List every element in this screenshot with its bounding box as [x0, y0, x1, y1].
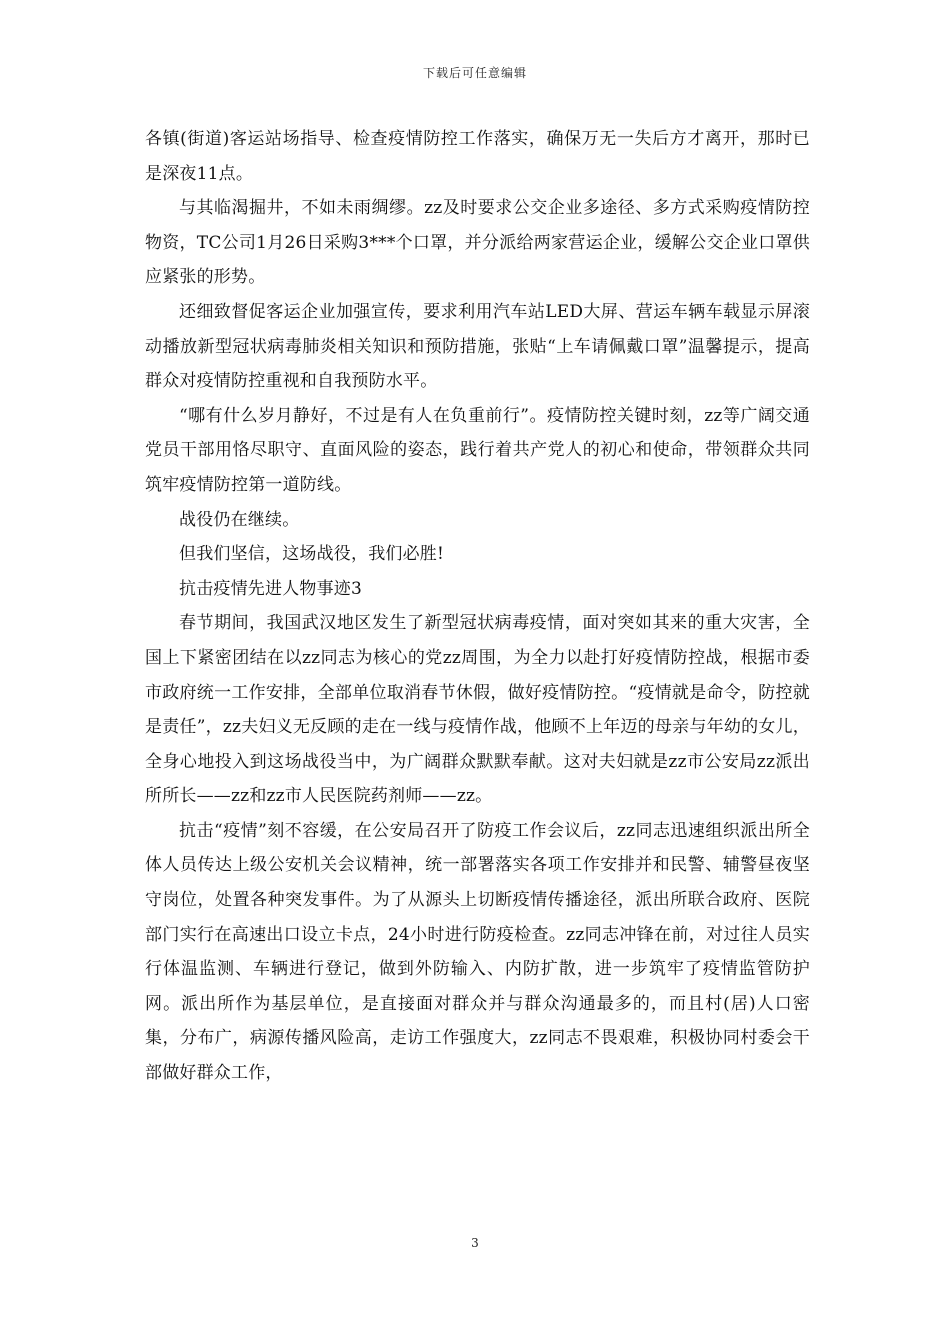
section-heading: 抗击疫情先进人物事迹3	[179, 578, 363, 599]
paragraph-6: 但我们坚信，这场战役，我们必胜!	[179, 544, 445, 565]
paragraph-1: 各镇(街道)客运站场指导、检查疫情防控工作落实，确保万无一失后方才离开，那时已是深夜11点。	[145, 129, 810, 184]
page-header: 下载后可任意编辑	[422, 66, 527, 80]
paragraph-4: “哪有什么岁月静好，不过是有人在负重前行”。疫情防控关键时刻，zz等广阔交通党员干部用恪尽职守、直面风险的姿态，践行着共产党人的初心和使命，带领群众共同筑牢疫情防控第一道防线。	[145, 405, 810, 495]
paragraph-8: 抗击“疫情”刻不容缓，在公安局召开了防疫工作会议后，zz同志迅速组织派出所全体人员传达上级公安机关会议精神，统一部署落实各项工作安排并和民警、辅警昼夜坚守岗位，处置各种突发事件。为了从源头上切断疫情传播途径，派出所联合政府、医院部门实行在高速出口设立卡点，24小时进行防疫检查。zz同志冲锋在前，对过往人员实行体温监测、车辆进行登记，做到外防输入、内防扩散，进一步筑牢了疫情监管防护网。派出所作为基层单位，是直接面对群众并与群众沟通最多的，而且村(居)人口密集，分布广，病源传播风险高，走访工作强度大，zz同志不畏艰难，积极协同村委会干部做好群众工作，	[145, 820, 810, 1084]
paragraph-3: 还细致督促客运企业加强宣传，要求利用汽车站LED大屏、营运车辆车载显示屏滚动播放新型冠状病毒肺炎相关知识和预防措施，张贴“上车请佩戴口罩”温馨提示，提高群众对疫情防控重视和自我预防水平。	[145, 301, 810, 392]
paragraph-7: 春节期间，我国武汉地区发生了新型冠状病毒疫情，面对突如其来的重大灾害，全国上下紧密团结在以zz同志为核心的党zz周围，为全力以赴打好疫情防控战，根据市委市政府统一工作安排，全部单位取消春节休假，做好疫情防控。“疫情就是命令，防控就是责任”，zz夫妇义无反顾的走在一线与疫情作战，他顾不上年迈的母亲与年幼的女儿，全身心地投入到这场战役当中，为广阔群众默默奉献。这对夫妇就是zz市公安局zz派出所所长——zz和zz市人民医院药剂师——zz。	[145, 613, 810, 807]
document-body	[145, 122, 810, 1091]
paragraph-2: 与其临渴掘井，不如未雨绸缪。zz及时要求公交企业多途径、多方式采购疫情防控物资，TC公司1月26日采购3***个口罩，并分派给两家营运企业，缓解公交企业口罩供应紧张的形势。	[145, 198, 810, 288]
paragraph-5: 战役仍在继续。	[179, 509, 300, 530]
page-number: 3	[471, 1236, 479, 1250]
